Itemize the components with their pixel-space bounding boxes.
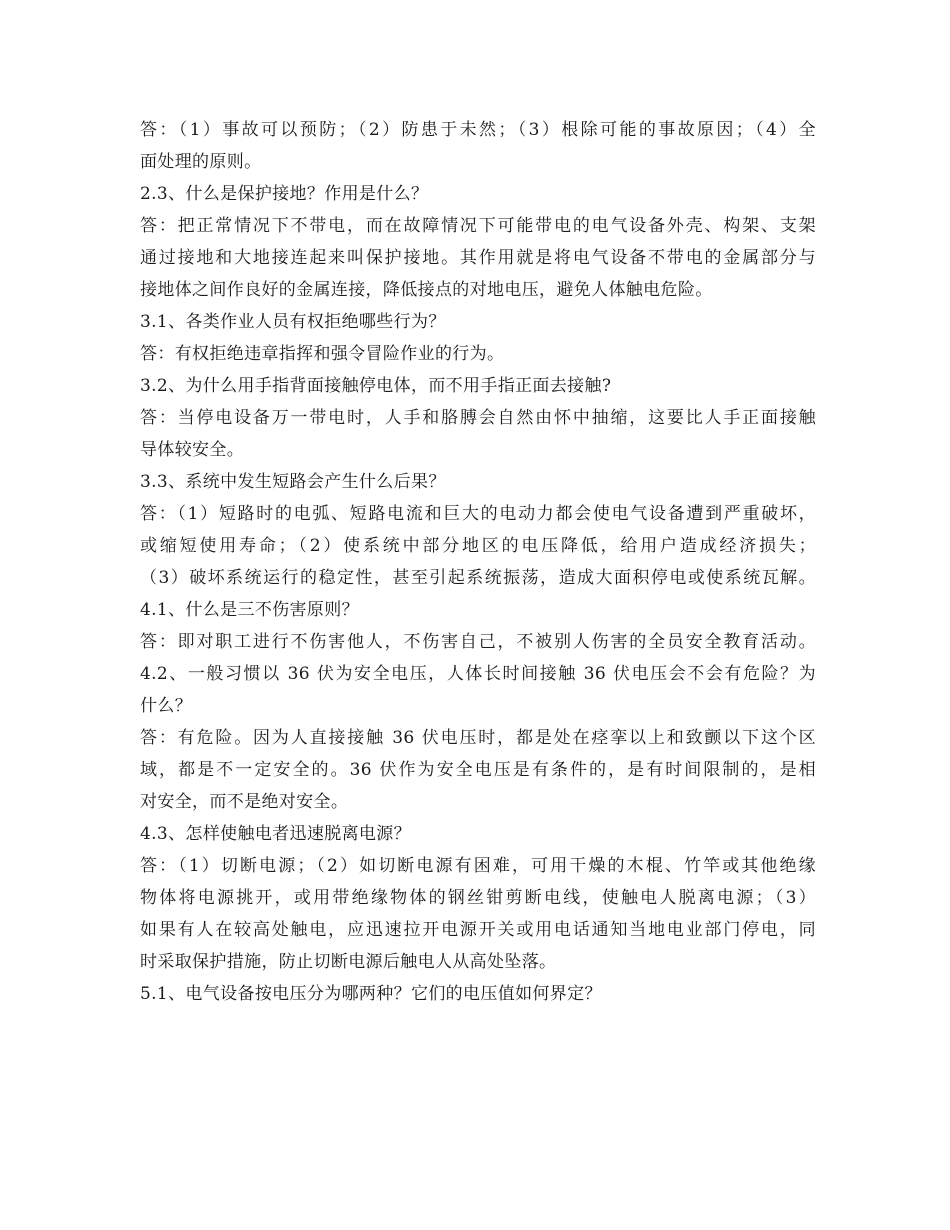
answer-line: 答：当停电设备万一带电时，人手和胳膊会自然由怀中抽缩，这要比人手正面接触 [140,408,816,428]
answer-line: 面处理的原则。 [140,152,262,172]
question-line: 3.3、系统中发生短路会产生什么后果？ [140,472,446,492]
answer-line: 答：（1）短路时的电弧、短路电流和巨大的电动力都会使电气设备遭到严重破坏， [140,504,816,524]
answer-line: 导体较安全。 [140,440,245,460]
answer-line: 域，都是不一定安全的。36 伏作为安全电压是有条件的，是有时间限制的，是相 [140,760,816,780]
document-body [140,114,816,1010]
question-line: 4.3、怎样使触电者迅速脱离电源？ [140,824,411,844]
question-line: 4.2、一般习惯以 36 伏为安全电压，人体长时间接触 36 伏电压会不会有危险？为 [140,664,816,684]
answer-line: 答：有权拒绝违章指挥和强令冒险作业的行为。 [140,344,505,364]
answer-line: （3）破坏系统运行的稳定性，甚至引起系统振荡，造成大面积停电或使系统瓦解。 [140,568,816,588]
answer-line: 接地体之间作良好的金属连接，降低接点的对地电压，避免人体触电危险。 [140,280,713,300]
answer-line: 或缩短使用寿命；（2）使系统中部分地区的电压降低，给用户造成经济损失； [140,536,816,556]
answer-line: 答：即对职工进行不伤害他人，不伤害自己，不被别人伤害的全员安全教育活动。 [140,632,816,652]
answer-line: 对安全，而不是绝对安全。 [140,792,349,812]
answer-line: 答：（1）事故可以预防；（2）防患于未然；（3）根除可能的事故原因；（4）全 [140,120,816,140]
answer-line: 时采取保护措施，防止切断电源后触电人从高处坠落。 [140,952,557,972]
question-line: 5.1、电气设备按电压分为哪两种？它们的电压值如何界定？ [140,984,602,1004]
answer-line: 答：有危险。因为人直接接触 36 伏电压时，都是处在痉挛以上和致颤以下这个区 [140,728,816,748]
question-line: 3.2、为什么用手指背面接触停电体，而不用手指正面去接触? [140,376,612,396]
question-line: 2.3、什么是保护接地？作用是什么？ [140,184,429,204]
question-line: 3.1、各类作业人员有权拒绝哪些行为？ [140,312,446,332]
question-line: 什么？ [140,696,193,716]
answer-line: 答：（1）切断电源；（2）如切断电源有困难，可用干燥的木棍、竹竿或其他绝缘 [140,856,816,876]
answer-line: 通过接地和大地接连起来叫保护接地。其作用就是将电气设备不带电的金属部分与 [140,248,816,268]
question-line: 4.1、什么是三不伤害原则？ [140,600,359,620]
answer-line: 物体将电源挑开，或用带绝缘物体的钢丝钳剪断电线，使触电人脱离电源；（3） [140,888,816,908]
answer-line: 如果有人在较高处触电，应迅速拉开电源开关或用电话通知当地电业部门停电，同 [140,920,816,940]
answer-line: 答：把正常情况下不带电，而在故障情况下可能带电的电气设备外壳、构架、支架 [140,216,816,236]
